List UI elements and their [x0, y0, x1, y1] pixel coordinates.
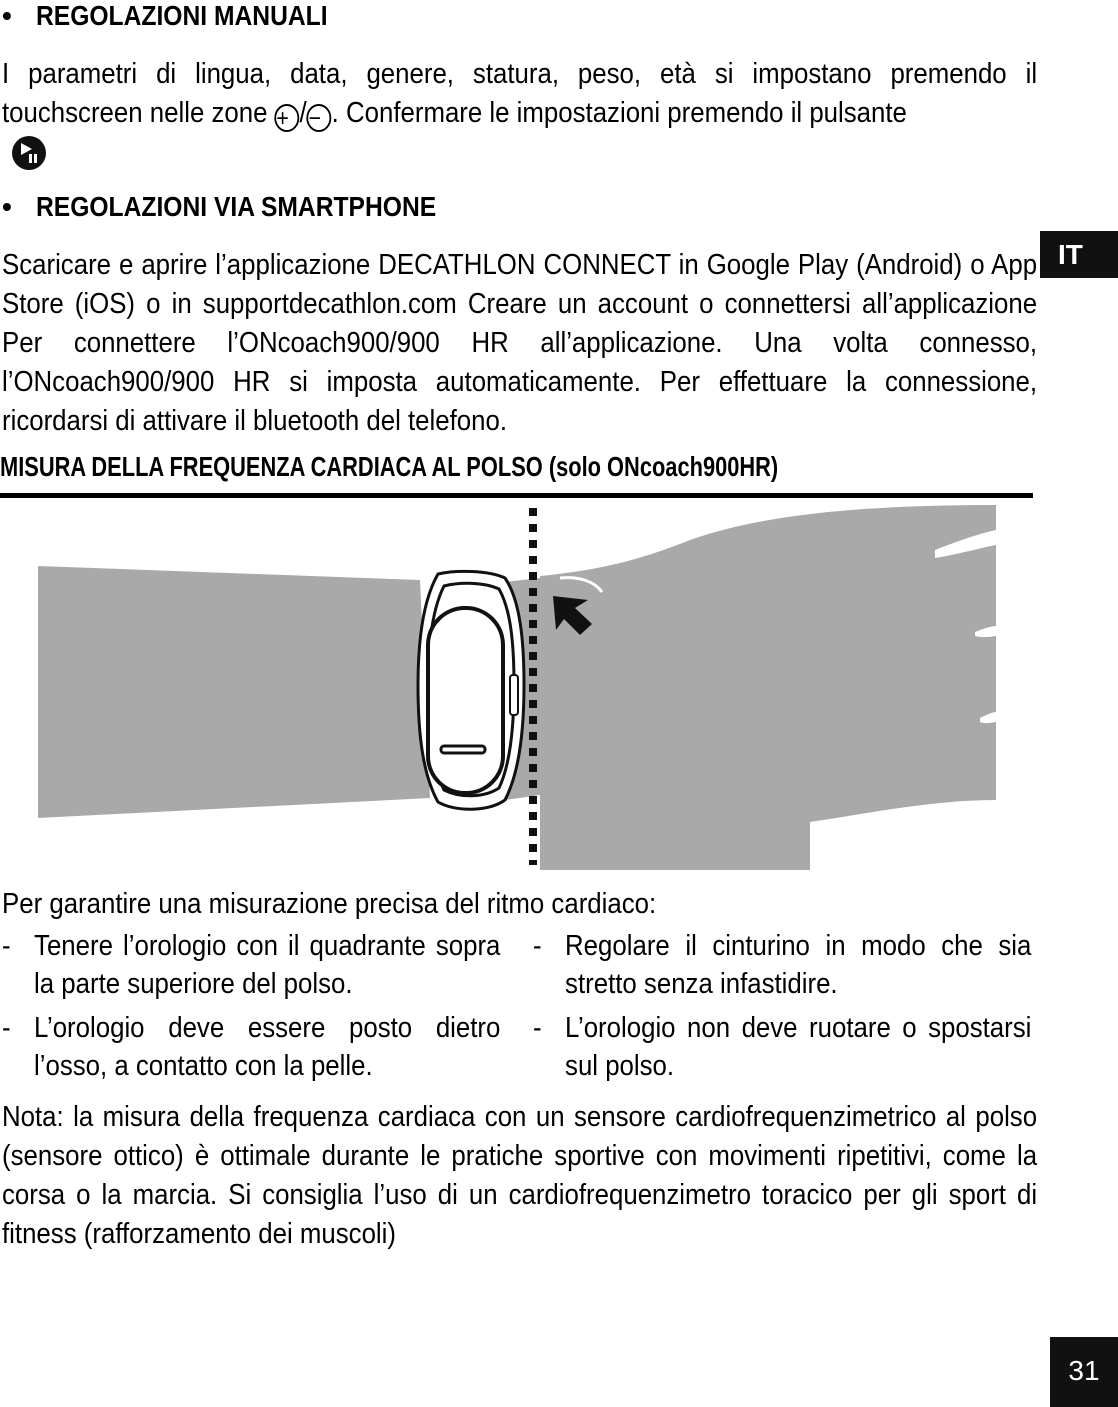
- tip-dash: -: [2, 930, 11, 962]
- tip-dash: -: [533, 1012, 542, 1044]
- heart-rate-heading: MISURA DELLA FREQUENZA CARDIACA AL POLSO (solo ONcoach900HR): [0, 451, 779, 482]
- smartphone-settings-heading: REGOLAZIONI VIA SMARTPHONE: [36, 191, 437, 222]
- tip-text: Tenere l’orologio con il quadrante sopra la parte superiore del polso.: [34, 930, 501, 1000]
- tip-dash: -: [2, 1012, 11, 1044]
- hand-shape: [540, 505, 996, 870]
- heart-rate-intro: Per garantire una misurazione precisa del ritmo cardiaco:: [2, 888, 657, 920]
- tip-text: L’orologio non deve ruotare o spostarsi sul polso.: [565, 1012, 1032, 1082]
- wrist-watch-illustration: [0, 500, 1000, 875]
- bullet: •: [2, 191, 12, 222]
- play-pause-icon: [12, 136, 46, 170]
- language-tab: IT: [1040, 231, 1118, 278]
- section-divider: [0, 493, 1033, 498]
- manual-settings-heading: REGOLAZIONI MANUALI: [36, 0, 328, 31]
- slash: /: [299, 97, 307, 129]
- forearm-shape: [38, 566, 430, 818]
- heart-rate-note: Nota: la misura della frequenza cardiaca con un sensore cardiofrequenzimetrico al polso (sensore ottico) è ottimale durante le pratiche sportive con movimenti ripetitivi, come la corsa o la marcia. Si consiglia l’uso di un cardiofrequenzimetro toracico per gli sport di fitness (rafforzamento dei muscoli): [2, 1101, 1038, 1250]
- page-number: 31: [1050, 1337, 1118, 1407]
- tip-text: Regolare il cinturino in modo che sia stretto senza infastidire.: [565, 930, 1032, 1000]
- watch-icon: [418, 571, 524, 809]
- minus-zone-icon: −: [307, 104, 332, 132]
- smartphone-settings-paragraph: Scaricare e aprire l’applicazione DECATHLON CONNECT in Google Play (Android) o App Store (iOS) o in supportdecathlon.com Creare un account o connettersi all’applicazione Per connettere l’ONcoach900/900 HR all’applicazione. Una volta connesso, l’ONcoach900/900 HR si imposta automaticamente. Per effettuare la connessione, ricordarsi di attivare il bluetooth del telefono.: [2, 249, 1038, 437]
- manual-settings-paragraph: [2, 55, 1037, 133]
- plus-zone-icon: +: [275, 104, 300, 132]
- tip-dash: -: [533, 930, 542, 962]
- bullet: •: [2, 0, 12, 31]
- manual-text-after: . Confermare le impostazioni premendo il pulsante: [331, 97, 907, 129]
- manual-text-before: I parametri di lingua, data, genere, statura, peso, età si impostano premendo il touchscreen nelle zone: [2, 58, 1038, 129]
- tip-text: L’orologio deve essere posto dietro l’osso, a contatto con la pelle.: [34, 1012, 501, 1082]
